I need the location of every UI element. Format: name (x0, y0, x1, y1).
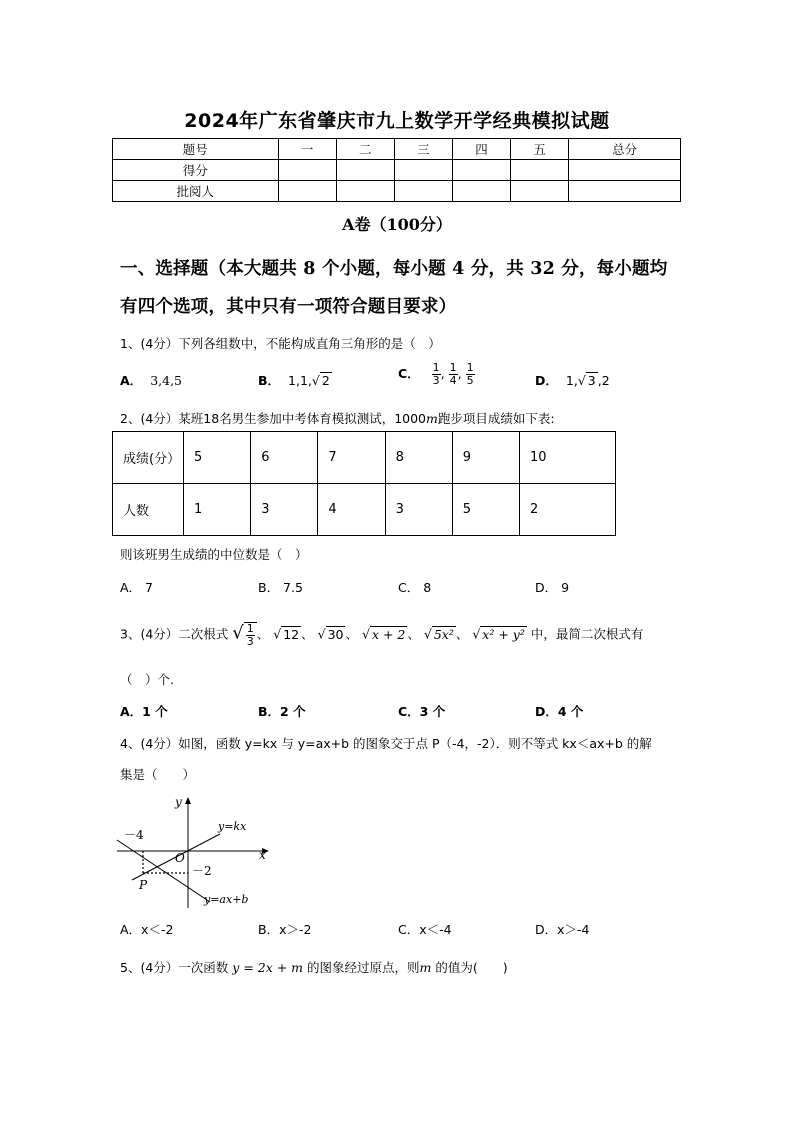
section-heading-line1: 一、选择题（本大题共 8 个小题，每小题 4 分，共 32 分，每小题均 (120, 259, 668, 279)
label-minus2: －2 (192, 864, 212, 878)
grades-table (112, 431, 616, 536)
grader-cell (336, 181, 394, 202)
fraction (244, 622, 257, 648)
label-y-axb: y=ax+b (204, 893, 249, 906)
grades-cell: 9 (452, 432, 519, 484)
exam-title: 2024年广东省肇庆市九上数学开学经典模拟试题 (184, 110, 610, 132)
grades-score-row (113, 432, 616, 484)
option-text: 1,1, (288, 373, 312, 388)
score-cell (452, 160, 510, 181)
q5-stem-mid: 的图象经过原点，则 (307, 960, 420, 975)
sqrt-sign: √ (577, 373, 586, 388)
q2-stem (120, 409, 555, 427)
q4-stem-line2: 集是（ ） (120, 767, 196, 782)
y-axis-arrow-icon (185, 797, 191, 804)
grader-cell (569, 181, 681, 202)
score-row-label: 得分 (113, 160, 279, 181)
grader-cell (452, 181, 510, 202)
q2-option-c: C． 8 (398, 580, 432, 595)
score-header-row (113, 139, 681, 160)
sqrt-sign: √ (361, 626, 370, 642)
label-x: x (259, 848, 266, 862)
grades-cell: 7 (318, 432, 385, 484)
label-origin: O (175, 851, 185, 865)
sqrt-radicand: x² + y² (482, 626, 525, 642)
q3-stem-post: 中，最简二次根式有 (530, 626, 644, 642)
grades-cell: 3 (385, 484, 452, 536)
grader-row-label: 批阅人 (113, 181, 279, 202)
score-cell (394, 160, 452, 181)
denominator: 5 (466, 374, 474, 387)
numerator: 1 (449, 361, 457, 374)
q4-option-a: A．x＜-2 (120, 922, 174, 937)
score-row (113, 160, 681, 181)
sqrt-radicand: 12 (283, 626, 300, 642)
q3-option-b: B．2 个 (258, 704, 306, 719)
sqrt-sign: √ (311, 373, 320, 388)
q1-option-a (120, 371, 182, 389)
option-text: 3,4,5 (150, 373, 182, 388)
q2-option-d: D． 9 (535, 580, 570, 595)
denominator: 4 (449, 374, 457, 387)
sqrt-sign: √ (232, 622, 244, 644)
score-cell (569, 160, 681, 181)
grades-cell: 5 (184, 432, 251, 484)
grader-cell (394, 181, 452, 202)
score-header-cell: 四 (452, 139, 510, 160)
sqrt-sign: √ (423, 626, 432, 642)
score-header-cell: 三 (394, 139, 452, 160)
label-minus4: －4 (124, 828, 144, 842)
q5-expression: y = 2x + m (232, 960, 304, 975)
option-text: 1, (565, 373, 578, 388)
q1-option-d (535, 371, 610, 389)
q1-option-b (258, 371, 332, 389)
fraction (466, 362, 475, 387)
sqrt-sign: √ (472, 626, 481, 642)
sqrt-radicand: 3 (587, 373, 596, 388)
fraction (432, 362, 441, 387)
q3-stem-pre: 3、(4分）二次根式 (120, 626, 229, 642)
score-cell (278, 160, 336, 181)
sqrt-radicand: 5x² (433, 626, 454, 642)
grader-cell (511, 181, 569, 202)
grades-cell: 10 (519, 432, 615, 484)
grades-row-label: 成绩(分） (113, 432, 184, 484)
score-header-cell: 总分 (569, 139, 681, 160)
grader-cell (278, 181, 336, 202)
score-header-cell: 一 (278, 139, 336, 160)
section-heading-line2: 有四个选项，其中只有一项符合题目要求） (120, 297, 457, 317)
score-cell (511, 160, 569, 181)
q5-stem-pre: 5、(4分）一次函数 (120, 960, 229, 975)
q5-var: m (419, 960, 432, 975)
score-header-cell: 二 (336, 139, 394, 160)
grades-cell: 6 (251, 432, 318, 484)
option-letter: A． (120, 373, 143, 388)
fraction (449, 362, 458, 387)
grades-cell: 1 (184, 484, 251, 536)
option-letter: C． (398, 366, 420, 381)
q3-line2: （ ）个. (120, 672, 174, 687)
grades-count-row (113, 484, 616, 536)
score-cell (336, 160, 394, 181)
q2-option-b: B． 7.5 (258, 580, 303, 595)
option-letter: B． (258, 373, 281, 388)
q2-stem-post: 跑步项目成绩如下表: (437, 411, 555, 426)
q3-stem: 3、(4分）二次根式 √ $\frac{1}{3}$ 、 √ 12 、 √ 30 、 √ x + 2 、 √ 5x² 、 √ x² + y² 中，最简二次根式有 (120, 622, 644, 648)
q4-stem-line1: 4、(4分）如图，函数 y=kx 与 y=ax+b 的图象交于点 P（-4，-2）．则不等式 kx＜ax+b 的解 (120, 736, 652, 751)
grades-cell: 4 (318, 484, 385, 536)
score-header-cell: 五 (511, 139, 569, 160)
option-text: ,2 (597, 373, 610, 388)
denominator: 3 (432, 374, 440, 387)
sqrt-sign: √ (273, 626, 282, 642)
part-title: A卷（100分） (342, 215, 452, 234)
sqrt-radicand: 30 (327, 626, 344, 642)
grades-cell: 3 (251, 484, 318, 536)
grader-row (113, 181, 681, 202)
q5-stem-post: 的值为( ) (435, 960, 508, 975)
sqrt-sign: √ (317, 626, 326, 642)
q4-option-c: C．x＜-4 (398, 922, 452, 937)
q2-stem-pre: 2、(4分）某班18名男生参加中考体育模拟测试，1000 (120, 411, 427, 426)
score-table (112, 138, 681, 202)
grades-cell: 8 (385, 432, 452, 484)
q3-option-c: C．3 个 (398, 704, 446, 719)
q2-question: 则该班男生成绩的中位数是（ ） (120, 547, 308, 562)
option-letter: D． (535, 373, 558, 388)
q5-stem (120, 958, 508, 976)
grades-cell: 2 (519, 484, 615, 536)
label-y-kx: y=kx (218, 820, 247, 833)
q4-option-d: D．x＞-4 (535, 922, 590, 937)
grades-row-label: 人数 (113, 484, 184, 536)
numerator: 1 (466, 361, 474, 374)
grades-cell: 5 (452, 484, 519, 536)
q3-option-a: A．1 个 (120, 704, 168, 719)
label-y: y (175, 795, 182, 809)
q1-option-c: C． $\frac{1}{3}$ , $\frac{1}{4}$ , $\frac{1}{5}$ (398, 361, 474, 387)
label-p: P (139, 878, 148, 892)
q4-option-b: B．x＞-2 (258, 922, 312, 937)
q2-option-a: A． 7 (120, 580, 153, 595)
q3-option-d: D．4 个 (535, 704, 584, 719)
denominator: 3 (246, 635, 254, 648)
q1-stem: 1、(4分）下列各组数中，不能构成直角三角形的是（ ） (120, 336, 441, 351)
numerator: 1 (432, 361, 440, 374)
sqrt-radicand: 2 (321, 373, 330, 388)
numerator: 1 (246, 622, 254, 635)
score-header-cell: 题号 (113, 139, 279, 160)
sqrt-radicand: x + 2 (371, 626, 406, 642)
q2-stem-var: m (426, 411, 438, 426)
q4-graph (112, 790, 282, 912)
